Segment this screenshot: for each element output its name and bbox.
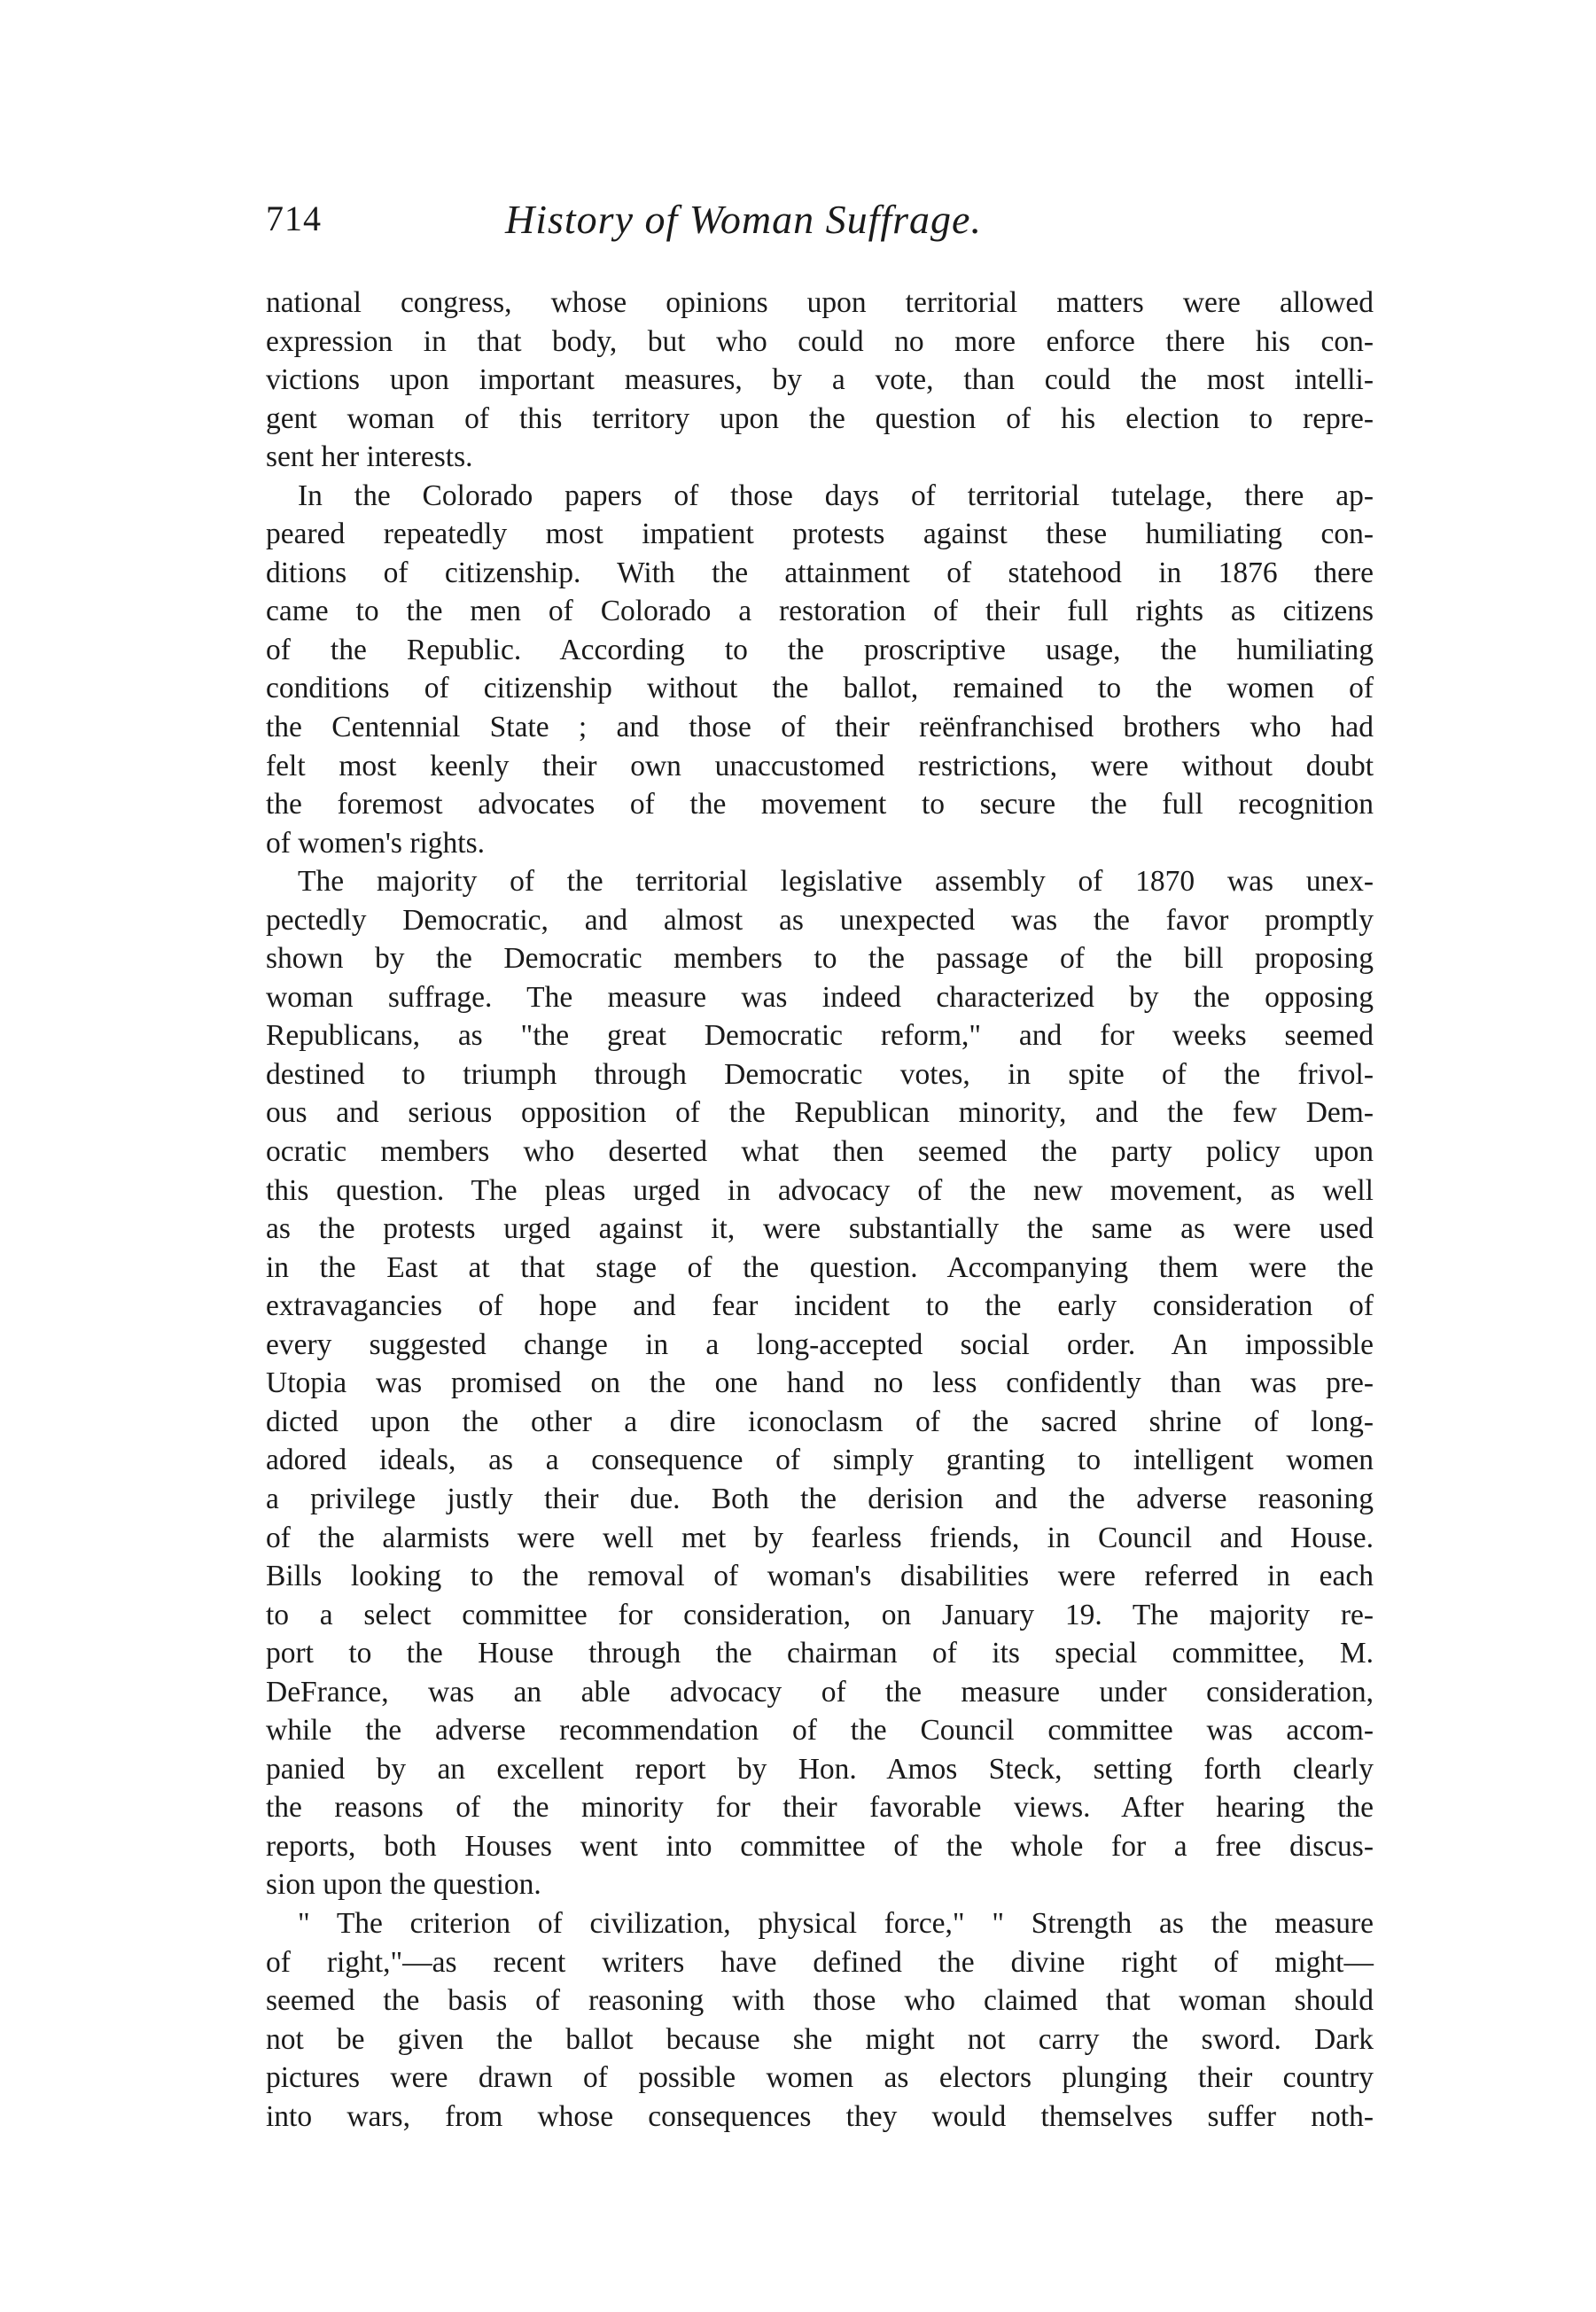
- text-line: Bills looking to the removal of woman's disabilities were referred in each: [266, 1560, 1374, 1593]
- text-line: dicted upon the other a dire iconoclasm of the sacred shrine of long-: [266, 1405, 1374, 1438]
- text-line: as the protests urged against it, were substantially the same as were used: [266, 1212, 1374, 1246]
- text-line: pectedly Democratic, and almost as unexpected was the favor promptly: [266, 903, 1374, 937]
- text-line: DeFrance, was an able advocacy of the measure under consideration,: [266, 1675, 1374, 1709]
- text-line: to a select committee for consideration, on January 19. The majority re-: [266, 1598, 1374, 1631]
- text-line: Republicans, as "the great Democratic reform," and for weeks seemed: [266, 1019, 1374, 1053]
- text-line: into wars, from whose consequences they would themselves suffer noth-: [266, 2099, 1374, 2133]
- text-line: the foremost advocates of the movement to secure the full recognition: [266, 788, 1374, 821]
- text-line: peared repeatedly most impatient protests against these humiliating con-: [266, 518, 1374, 551]
- text-line: reports, both Houses went into committee of the whole for a free discus-: [266, 1829, 1374, 1863]
- text-line: seemed the basis of reasoning with those who claimed that woman should: [266, 1984, 1374, 2018]
- text-line: the Centennial State ; and those of their reënfranchised brothers who had: [266, 711, 1374, 744]
- text-line: the reasons of the minority for their favorable views. After hearing the: [266, 1791, 1374, 1825]
- page-number: 714: [266, 199, 322, 238]
- text-line: Utopia was promised on the one hand no less confidently than was pre-: [266, 1366, 1374, 1400]
- text-line: sion upon the question.: [266, 1868, 541, 1902]
- text-line: ous and serious opposition of the Republican minority, and the few Dem-: [266, 1096, 1374, 1130]
- text-line: every suggested change in a long-accepted social order. An impossible: [266, 1327, 1374, 1361]
- text-line: of right,"—as recent writers have defined the divine right of might—: [266, 1945, 1374, 1979]
- text-line: expression in that body, but who could no more enforce there his con-: [266, 324, 1374, 358]
- text-line: this question. The pleas urged in advocacy of the new movement, as well: [266, 1173, 1374, 1207]
- text-line: The majority of the territorial legislative assembly of 1870 was unex-: [298, 865, 1374, 899]
- text-line: woman suffrage. The measure was indeed characterized by the opposing: [266, 980, 1374, 1014]
- text-line: a privilege justly their due. Both the derision and the adverse reasoning: [266, 1482, 1374, 1515]
- text-line: destined to triumph through Democratic votes, in spite of the frivol-: [266, 1057, 1374, 1091]
- page-header: [266, 197, 1382, 259]
- text-line: not be given the ballot because she might not carry the sword. Dark: [266, 2022, 1374, 2056]
- text-line: national congress, whose opinions upon territorial matters were allowed: [266, 286, 1374, 319]
- text-line: victions upon important measures, by a vote, than could the most intelli-: [266, 363, 1374, 397]
- text-line: of women's rights.: [266, 826, 486, 860]
- text-line: ditions of citizenship. With the attainment of statehood in 1876 there: [266, 556, 1374, 589]
- text-line: conditions of citizenship without the ballot, remained to the women of: [266, 672, 1374, 705]
- text-line: while the adverse recommendation of the Council committee was accom-: [266, 1714, 1374, 1748]
- text-line: shown by the Democratic members to the passage of the bill proposing: [266, 942, 1374, 976]
- text-line: pictures were drawn of possible women as electors plunging their country: [266, 2061, 1374, 2095]
- text-line: of the Republic. According to the proscriptive usage, the humiliating: [266, 633, 1374, 666]
- text-line: came to the men of Colorado a restoration of their full rights as citizens: [266, 595, 1374, 628]
- text-line: adored ideals, as a consequence of simply granting to intelligent women: [266, 1444, 1374, 1477]
- text-line: of the alarmists were well met by fearless friends, in Council and House.: [266, 1521, 1374, 1554]
- text-line: In the Colorado papers of those days of territorial tutelage, there ap-: [298, 479, 1374, 512]
- running-title: History of Woman Suffrage.: [505, 197, 982, 242]
- text-line: gent woman of this territory upon the question of his election to repre-: [266, 401, 1374, 435]
- body-text: [266, 284, 1374, 2136]
- text-line: ocratic members who deserted what then seemed the party policy upon: [266, 1135, 1374, 1169]
- text-line: sent her interests.: [266, 440, 473, 474]
- text-line: in the East at that stage of the question. Accompanying them were the: [266, 1250, 1374, 1284]
- text-line: panied by an excellent report by Hon. Amos Steck, setting forth clearly: [266, 1752, 1374, 1786]
- text-line: " The criterion of civilization, physical force," " Strength as the measure: [298, 1906, 1374, 1940]
- text-line: port to the House through the chairman of its special committee, M.: [266, 1637, 1374, 1670]
- text-line: felt most keenly their own unaccustomed restrictions, were without doubt: [266, 749, 1374, 782]
- text-line: extravagancies of hope and fear incident to the early consideration of: [266, 1289, 1374, 1323]
